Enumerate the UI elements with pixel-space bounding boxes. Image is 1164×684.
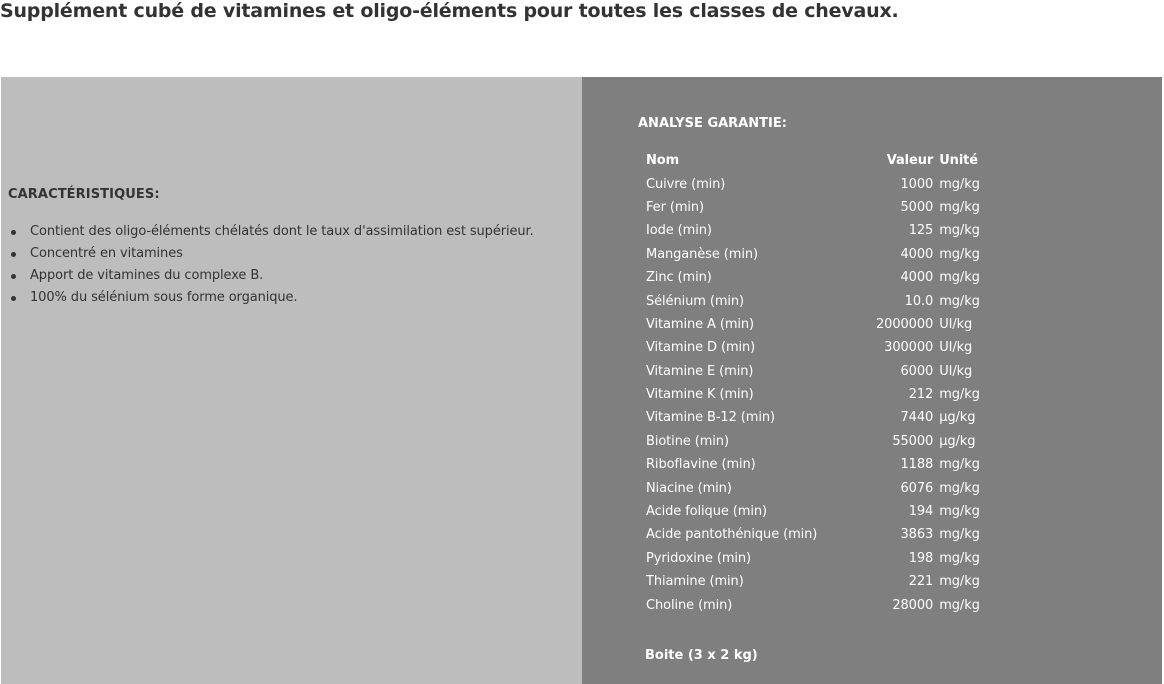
column-header-unit: Unité xyxy=(939,153,979,169)
nutrient-unit: mg/kg xyxy=(939,176,980,192)
nutrient-name: Fer (min) xyxy=(646,199,704,215)
table-row xyxy=(644,360,993,383)
table-row xyxy=(644,313,993,336)
nutrient-unit: mg/kg xyxy=(939,574,980,590)
table-row xyxy=(644,406,993,429)
nutrient-name: Vitamine K (min) xyxy=(646,387,754,403)
analysis-heading: ANALYSE GARANTIE: xyxy=(638,116,787,131)
nutrient-name: Zinc (min) xyxy=(646,270,712,286)
table-row xyxy=(644,476,993,499)
table-row xyxy=(644,219,993,242)
nutrient-name: Manganèse (min) xyxy=(646,246,758,262)
table-row xyxy=(644,547,993,570)
nutrient-value: 212 xyxy=(908,387,934,403)
nutrient-value: 10.0 xyxy=(904,293,934,309)
nutrient-unit: mg/kg xyxy=(939,504,980,520)
nutrient-value: 194 xyxy=(908,504,934,520)
nutrient-name: Vitamine E (min) xyxy=(646,363,754,379)
nutrient-value: 5000 xyxy=(900,199,934,215)
table-row xyxy=(644,430,993,453)
nutrient-name: Vitamine A (min) xyxy=(646,316,755,332)
nutrient-unit: UI/kg xyxy=(939,316,973,332)
nutrient-name: Acide folique (min) xyxy=(646,504,767,520)
features-heading: CARACTÉRISTIQUES: xyxy=(8,187,160,202)
table-row xyxy=(644,196,993,219)
nutrient-unit: mg/kg xyxy=(939,246,980,262)
table-row xyxy=(644,593,993,616)
table-row xyxy=(644,172,993,195)
nutrient-value: 3863 xyxy=(900,527,934,543)
nutrient-unit: mg/kg xyxy=(939,527,980,543)
nutrient-value: 4000 xyxy=(900,246,934,262)
feature-item: Contient des oligo-éléments chélatés dont le taux d'assimilation est supérieur. xyxy=(30,222,534,244)
nutrient-name: Choline (min) xyxy=(646,597,733,613)
nutrient-value: 1188 xyxy=(900,457,934,473)
nutrient-value: 1000 xyxy=(900,176,934,192)
nutrient-value: 6000 xyxy=(900,363,934,379)
nutrient-value: 4000 xyxy=(900,270,934,286)
table-row xyxy=(644,500,993,523)
nutrient-value: 2000000 xyxy=(876,316,934,332)
nutrient-unit: mg/kg xyxy=(939,387,980,403)
nutrient-unit: mg/kg xyxy=(939,480,980,496)
feature-item: 100% du sélénium sous forme organique. xyxy=(30,288,534,310)
features-panel xyxy=(1,77,582,684)
feature-item: Apport de vitamines du complexe B. xyxy=(30,266,534,288)
nutrient-name: Pyridoxine (min) xyxy=(646,550,752,566)
nutrient-name: Biotine (min) xyxy=(646,433,729,449)
column-header-value: Valeur xyxy=(886,153,934,169)
table-row xyxy=(644,453,993,476)
nutrient-unit: µg/kg xyxy=(939,410,976,426)
nutrient-unit: mg/kg xyxy=(939,293,980,309)
table-row xyxy=(644,266,993,289)
nutrient-unit: mg/kg xyxy=(939,550,980,566)
analysis-panel xyxy=(582,77,1162,684)
nutrient-unit: mg/kg xyxy=(939,270,980,286)
nutrient-name: Sélénium (min) xyxy=(646,293,745,309)
nutrient-name: Thiamine (min) xyxy=(646,574,744,590)
table-row xyxy=(644,336,993,359)
nutrient-name: Vitamine D (min) xyxy=(646,340,756,356)
features-list xyxy=(30,222,534,310)
table-row xyxy=(644,570,993,593)
analysis-table xyxy=(644,149,993,617)
nutrient-value: 6076 xyxy=(900,480,934,496)
nutrient-name: Riboflavine (min) xyxy=(646,457,756,473)
nutrient-value: 221 xyxy=(908,574,934,590)
column-header-name: Nom xyxy=(646,153,680,169)
nutrient-unit: µg/kg xyxy=(939,433,976,449)
nutrient-value: 7440 xyxy=(900,410,934,426)
table-header-row xyxy=(644,149,993,172)
nutrient-unit: UI/kg xyxy=(939,340,973,356)
nutrient-name: Cuivre (min) xyxy=(646,176,726,192)
nutrient-value: 198 xyxy=(908,550,934,566)
nutrient-unit: mg/kg xyxy=(939,457,980,473)
nutrient-value: 55000 xyxy=(892,433,934,449)
nutrient-unit: mg/kg xyxy=(939,597,980,613)
feature-item: Concentré en vitamines xyxy=(30,244,534,266)
table-row xyxy=(644,243,993,266)
nutrient-unit: UI/kg xyxy=(939,363,973,379)
nutrient-name: Iode (min) xyxy=(646,223,712,239)
table-row xyxy=(644,289,993,312)
nutrient-unit: mg/kg xyxy=(939,223,980,239)
nutrient-name: Niacine (min) xyxy=(646,480,732,496)
nutrient-value: 28000 xyxy=(892,597,934,613)
nutrient-name: Acide pantothénique (min) xyxy=(646,527,818,543)
product-title: Supplément cubé de vitamines et oligo-éléments pour toutes les classes de chevaux. xyxy=(0,0,899,22)
nutrient-value: 125 xyxy=(908,223,934,239)
nutrient-name: Vitamine B-12 (min) xyxy=(646,410,775,426)
table-row xyxy=(644,383,993,406)
nutrient-value: 300000 xyxy=(884,340,934,356)
table-row xyxy=(644,523,993,546)
nutrient-unit: mg/kg xyxy=(939,199,980,215)
package-size: Boite (3 x 2 kg) xyxy=(645,648,758,663)
analysis-rows xyxy=(644,172,993,616)
